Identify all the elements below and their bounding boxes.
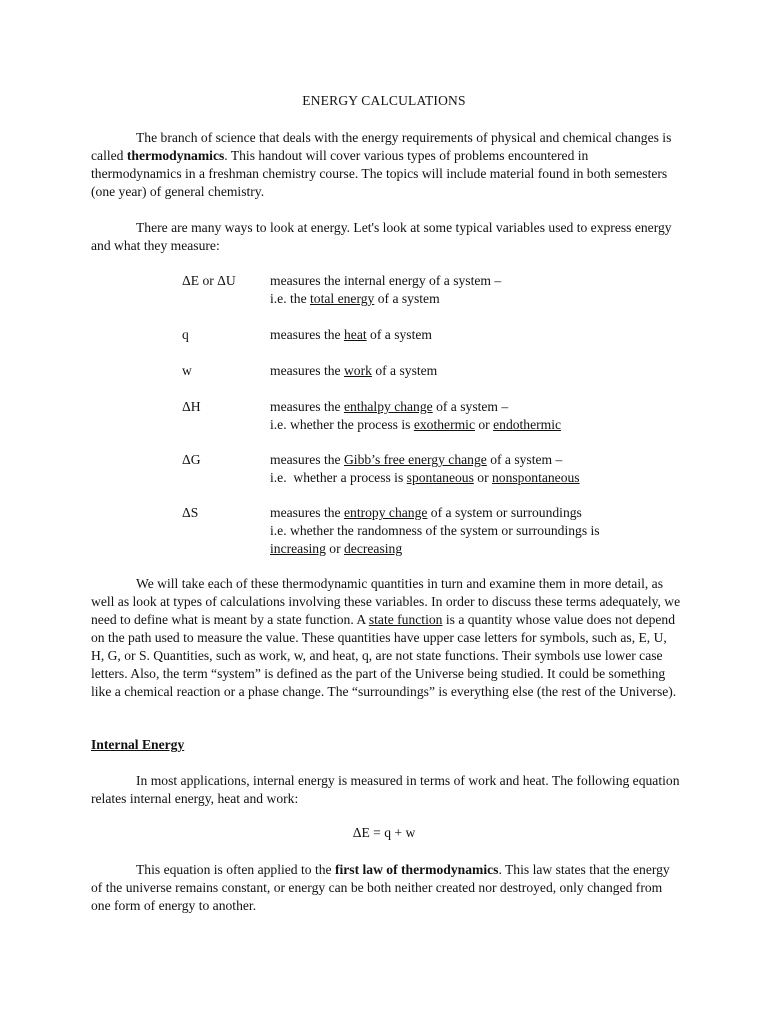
paragraph-text: This equation is often applied to the: [136, 862, 335, 877]
paragraph-text: We will take each of these thermodynamic quantities in turn and examine them in more detail, as well as look at types of calculations involving these variables. In order to discuss these terms adequately, we need to define what is meant by a state function. A: [91, 576, 681, 627]
variable-symbol: q: [182, 327, 189, 342]
description-text: of a system: [374, 291, 440, 306]
description-line: i.e. whether the randomness of the system or surroundings is: [270, 523, 600, 538]
decreasing-term: decreasing: [344, 541, 403, 556]
description-text: i.e. the: [270, 291, 311, 306]
intro-p1-text: The branch of science that deals with the energy requirements of physical and chemical changes is called: [91, 130, 672, 163]
spontaneous-term: spontaneous: [406, 470, 474, 485]
description-line: [270, 504, 690, 522]
first-law-paragraph: [91, 861, 681, 915]
variable-description: [270, 451, 690, 487]
description-text: or: [325, 541, 344, 556]
intro-paragraph-1: [91, 129, 681, 201]
description-text: of a system: [366, 327, 432, 342]
variable-symbol: ΔS: [182, 505, 199, 520]
gibbs-free-energy-term: Gibb’s free energy change: [343, 452, 487, 467]
description-text: measures the: [270, 363, 344, 378]
variable-symbol: ΔH: [182, 399, 201, 414]
description-line: [270, 290, 690, 308]
variable-description: [270, 272, 690, 308]
state-function-term: state function: [368, 612, 443, 627]
description-text: of a system or surroundings: [427, 505, 582, 520]
internal-energy-equation: ΔE = q + w: [352, 825, 416, 840]
intro-paragraph-2: There are many ways to look at energy. Let's look at some typical variables used to express energy and what they measure:: [91, 220, 672, 253]
enthalpy-change-term: enthalpy change: [343, 399, 433, 414]
variable-symbol: ΔE or ΔU: [182, 273, 236, 288]
paragraph-text: . This law states that the energy of the universe remains constant, or energy can be both neither created nor destroyed, only changed from one form of energy to another.: [91, 862, 670, 913]
intro-p1-text-end: . This handout will cover various types of problems encountered in thermodynamics in a freshman chemistry course. The topics will include material found in both semesters (one year) of general chemistry.: [91, 148, 668, 199]
description-text: measures the: [270, 505, 344, 520]
description-line: [270, 540, 690, 558]
variable-description: [270, 362, 690, 380]
heat-term: heat: [343, 327, 367, 342]
work-term: work: [343, 363, 372, 378]
exothermic-term: exothermic: [413, 417, 475, 432]
description-text: measures the: [270, 399, 344, 414]
description-text: measures the: [270, 327, 344, 342]
variable-symbol: ΔG: [182, 452, 201, 467]
first-law-term: first law of thermodynamics: [334, 862, 499, 877]
description-text: of a system: [371, 363, 438, 378]
description-text: measures the: [270, 452, 344, 467]
variable-description: [270, 398, 690, 434]
endothermic-term: endothermic: [493, 417, 562, 432]
description-text: or: [473, 470, 492, 485]
description-line: [270, 451, 690, 469]
variable-symbol: w: [182, 363, 192, 378]
variable-description: [270, 326, 690, 344]
document-title: ENERGY CALCULATIONS: [302, 93, 466, 108]
description-text: of a system –: [486, 452, 563, 467]
description-line: measures the internal energy of a system –: [270, 273, 502, 288]
internal-energy-paragraph-1: In most applications, internal energy is measured in terms of work and heat. The following equation relates internal energy, heat and work:: [91, 773, 680, 806]
thermodynamics-term: thermodynamics: [126, 148, 225, 163]
nonspontaneous-term: nonspontaneous: [492, 470, 580, 485]
description-text: or: [474, 417, 494, 432]
state-function-paragraph: [91, 575, 681, 701]
description-line: [270, 398, 690, 416]
entropy-change-term: entropy change: [343, 505, 428, 520]
total-energy-term: total energy: [310, 291, 375, 306]
variable-description: [270, 504, 690, 558]
paragraph-text: is a quantity whose value does not depend on the path used to measure the value. These quantities have upper case letters for symbols, such as, E, U, H, G, or S. Quantities, such as work, w, and heat, q, are not state functions. Their symbols use lower case letters. Also, the term “system” is defined as the part of the Universe being studied. It could be something like a chemical reaction or a phase change. The “surroundings” is everything else (the rest of the Universe).: [91, 612, 677, 699]
description-line: [270, 416, 690, 434]
description-text: i.e. whether the process is: [270, 417, 414, 432]
description-line: [270, 469, 690, 487]
increasing-term: increasing: [270, 541, 326, 556]
description-text: of a system –: [432, 399, 509, 414]
internal-energy-heading: Internal Energy: [91, 737, 185, 752]
description-text: i.e. whether a process is: [270, 470, 407, 485]
